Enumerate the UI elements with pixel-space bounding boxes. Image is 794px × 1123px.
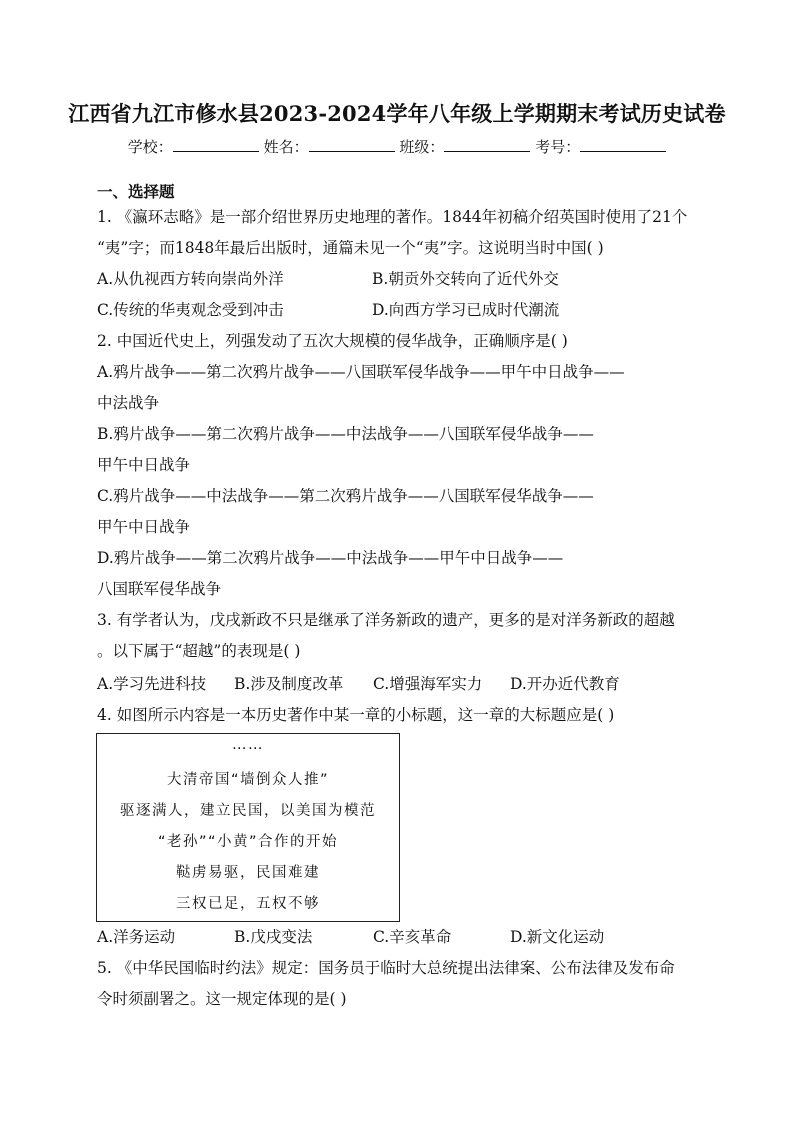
figure-subtitle-2: 驱逐满人，建立民国，以美国为模范 — [120, 803, 376, 819]
q4-option-d: D.新文化运动 — [510, 928, 605, 946]
q1-stem-line1: 1. 《瀛环志略》是一部介绍世界历史地理的著作。1844年初稿介绍英国时使用了21个 — [97, 208, 688, 226]
q2-option-a-cont: 中法战争 — [97, 394, 160, 412]
class-label: 班级： — [399, 138, 445, 156]
q3-stem-line2: 。以下属于“超越”的表现是( ) — [97, 642, 301, 660]
q1-option-c: C.传统的华夷观念受到冲击 — [97, 301, 284, 319]
q5-stem-line2: 令时须副署之。这一规定体现的是( ) — [97, 990, 347, 1008]
q3-option-d: D.开办近代教育 — [510, 675, 620, 693]
section-heading: 一、选择题 — [97, 182, 175, 201]
q4-option-a: A.洋务运动 — [97, 928, 176, 946]
figure-ellipsis: …… — [232, 737, 264, 753]
exam-number-blank[interactable] — [580, 137, 666, 152]
q2-option-c-cont: 甲午中日战争 — [97, 518, 191, 536]
exam-number-label: 考号： — [535, 138, 581, 156]
q2-option-c: C.鸦片战争——中法战争——第二次鸦片战争——八国联军侵华战争—— — [97, 487, 594, 505]
figure-subtitle-4: 鞑虏易驱，民国难建 — [176, 865, 320, 881]
q3-option-c: C.增强海军实力 — [373, 675, 483, 693]
name-label: 姓名： — [263, 138, 309, 156]
q4-figure-box — [96, 733, 400, 922]
q2-option-d-cont: 八国联军侵华战争 — [97, 580, 222, 598]
q3-option-b: B.涉及制度改革 — [234, 675, 344, 693]
school-blank[interactable] — [173, 137, 259, 152]
q4-option-c: C.辛亥革命 — [373, 928, 452, 946]
q4-stem: 4. 如图所示内容是一本历史著作中某一章的小标题，这一章的大标题应是( ) — [97, 706, 615, 724]
q2-stem: 2. 中国近代史上，列强发动了五次大规模的侵华战争，正确顺序是( ) — [97, 332, 568, 350]
exam-title: 江西省九江市修水县2023-2024学年八年级上学期期末考试历史试卷 — [68, 101, 726, 126]
q2-option-d: D.鸦片战争——第二次鸦片战争——中法战争——甲午中日战争—— — [97, 549, 564, 567]
student-info-row — [0, 136, 794, 157]
q1-option-d: D.向西方学习已成时代潮流 — [372, 301, 560, 319]
figure-subtitle-3: “老孙”“小黄”合作的开始 — [157, 834, 339, 850]
q3-option-a: A.学习先进科技 — [97, 675, 207, 693]
q1-option-b: B.朝贡外交转向了近代外交 — [372, 270, 559, 288]
figure-subtitle-5: 三权已足，五权不够 — [176, 896, 320, 912]
class-blank[interactable] — [444, 137, 530, 152]
q5-stem-line1: 5. 《中华民国临时约法》规定：国务员于临时大总统提出法律案、公布法律及发布命 — [97, 959, 675, 977]
q1-stem-line2: “夷”字；而1848年最后出版时，通篇未见一个“夷”字。这说明当时中国( ) — [97, 239, 604, 257]
q1-option-a: A.从仇视西方转向崇尚外洋 — [97, 270, 284, 288]
figure-subtitle-1: 大清帝国“墙倒众人推” — [166, 772, 330, 788]
q2-option-a: A.鸦片战争——第二次鸦片战争——八国联军侵华战争——甲午中日战争—— — [97, 363, 625, 381]
q3-stem-line1: 3. 有学者认为，戊戌新政不只是继承了洋务新政的遗产，更多的是对洋务新政的超越 — [97, 611, 675, 629]
q2-option-b-cont: 甲午中日战争 — [97, 456, 191, 474]
name-blank[interactable] — [309, 137, 395, 152]
school-label: 学校： — [127, 138, 173, 156]
q4-option-b: B.戊戌变法 — [234, 928, 313, 946]
q2-option-b: B.鸦片战争——第二次鸦片战争——中法战争——八国联军侵华战争—— — [97, 425, 594, 443]
